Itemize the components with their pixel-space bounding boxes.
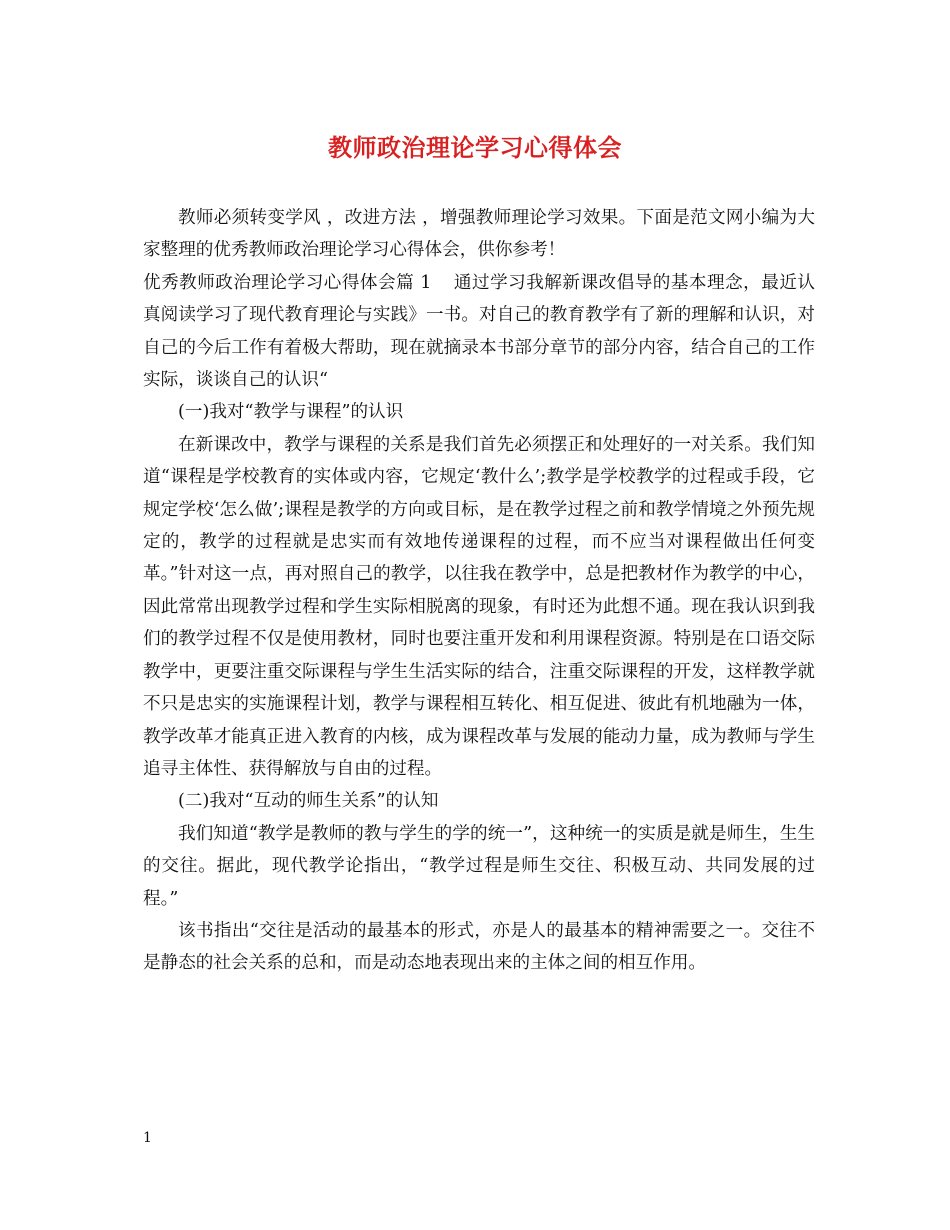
page-number: 1 [143,1130,152,1146]
paragraph-teacher-student: 我们知道“教学是教师的教与学生的学的统一”，这种统一的实质是就是师生，生生的交往。据此，现代教学论指出，“教学过程是师生交往、积极互动、共同发展的过程。” [143,823,815,909]
paragraph-teaching-curriculum: 在新课改中，教学与课程的关系是我们首先必须摆正和处理好的一对关系。我们知道“课程是学校教育的实体或内容，它规定‘教什么’;教学是学校教学的过程或手段，它规定学校‘怎么做’;课程是教学的方向或目标，是在教学过程之前和教学情境之外预先规定的，教学的过程就是忠实而有效地传递课程的过程，而不应当对课程做出任何变革。”针对这一点，再对照自己的教学，以往我在教学中，总是把教材作为教学的中心，因此常常出现教学过程和学生实际相脱离的现象，有时还为此想不通。现在我认识到我们的教学过程不仅是使用教材，同时也要注重开发和利用课程资源。特别是在口语交际教学中，更要注重交际课程与学生生活实际的结合，注重交际课程的开发，这样教学就不只是忠实的实施课程计划，教学与课程相互转化、相互促进、彼此有机地融为一体，教学改革才能真正进入教育的内核，成为课程改革与发展的能动力量，成为教师与学生追寻主体性、获得解放与自由的过程。 [143,434,815,779]
section-body: 通过学习我解新课改倡导的基本理念，最近认真阅读学习了现代教育理论与实践》一书。对自己的教育教学有了新的理解和认识，对自己的今后工作有着极大帮助，现在就摘录本书部分章节的部分内容，结合自己的工作实际，谈谈自己的认识“ [143,272,815,391]
intro-paragraph: 教师必须转变学风 ，改进方法 ，增强教师理论学习效果。下面是范文网小编为大家整理的优秀教师政治理论学习心得体会，供你参考！ [143,208,815,261]
subheading-teaching-curriculum: (一)我对“教学与课程”的认识 [178,402,404,423]
document-body [143,202,815,980]
subheading-teacher-student: (二)我对“互动的师生关系”的认知 [178,791,439,812]
section-paragraph [143,267,815,397]
section-heading: 优秀教师政治理论学习心得体会篇 1 [143,272,432,293]
page-title: 教师政治理论学习心得体会 [328,133,622,162]
paragraph-communication: 该书指出“交往是活动的最基本的形式，亦是人的最基本的精神需要之一。交往不是静态的社会关系的总和，而是动态地表现出来的主体之间的相互作用。 [143,920,815,974]
